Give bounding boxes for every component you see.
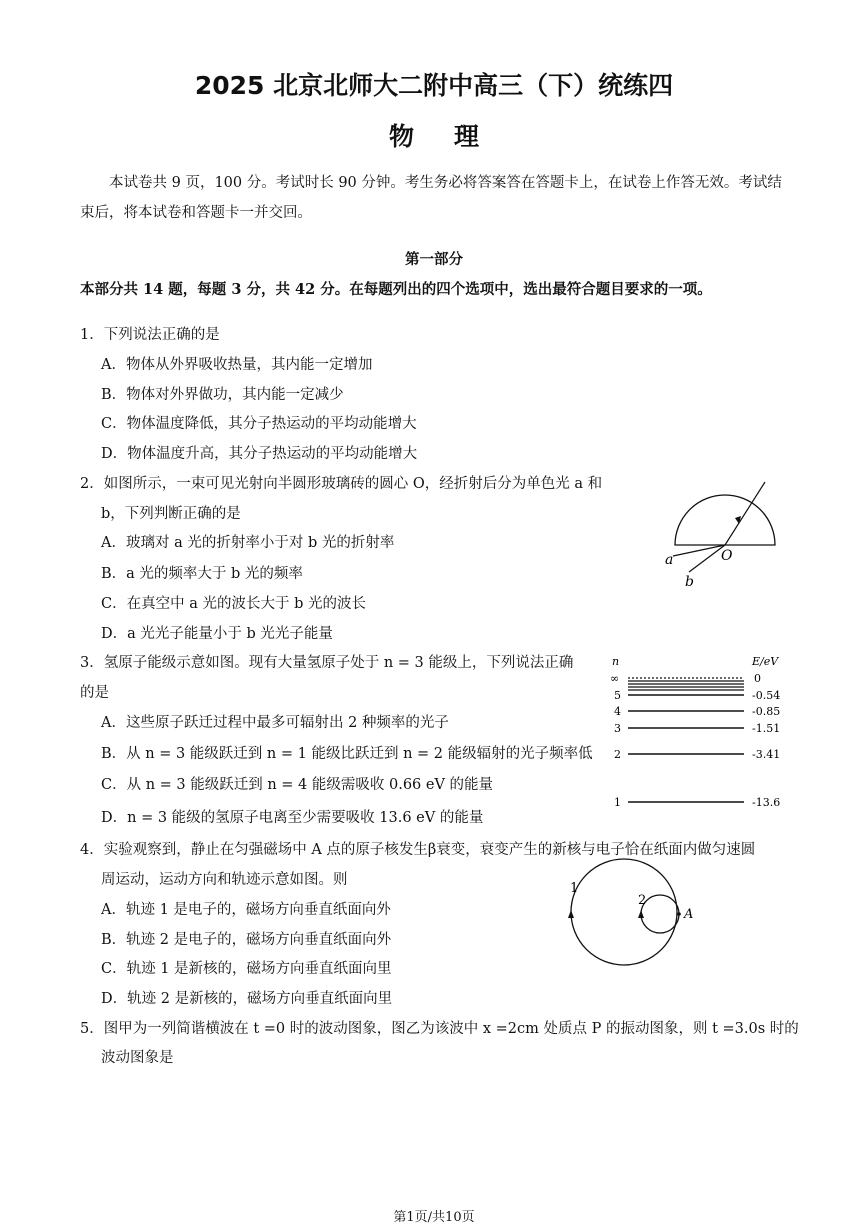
track-2 bbox=[641, 895, 679, 933]
question-4-stem-line1: 4．实验观察到，静止在匀强磁场中 A 点的原子核发生β衰变，衰变产生的新核与电子恰在纸面内做匀速圆 bbox=[80, 842, 756, 858]
track-1 bbox=[571, 859, 677, 965]
incident-arrow-icon bbox=[735, 516, 741, 524]
label-a: a bbox=[665, 552, 674, 568]
level-e-5: -0.54 bbox=[752, 689, 781, 702]
question-1-stem: 1．下列说法正确的是 bbox=[80, 327, 220, 343]
level-n-5: 5 bbox=[614, 689, 621, 702]
question-3-stem-line2: 的是 bbox=[80, 685, 109, 701]
level-e-3: -1.51 bbox=[752, 722, 781, 735]
level-n-3: 3 bbox=[614, 722, 621, 735]
label-2: 2 bbox=[638, 893, 647, 908]
label-a-point: A bbox=[684, 907, 694, 922]
label-1: 1 bbox=[570, 881, 579, 896]
glass-refraction-figure bbox=[655, 478, 795, 590]
exam-title: 2025 北京北师大二附中高三（下）统练四 bbox=[194, 71, 674, 100]
incident-ray bbox=[725, 482, 765, 545]
label-o: O bbox=[721, 548, 733, 564]
question-3-option-d: D．n = 3 能级的氢原子电离至少需要吸收 13.6 eV 的能量 bbox=[101, 810, 484, 826]
question-2-option-d: D．a 光光子能量小于 b 光光子能量 bbox=[101, 626, 333, 642]
question-2-stem-line1: 2．如图所示，一束可见光射向半圆形玻璃砖的圆心 O，经折射后分为单色光 a 和 bbox=[80, 476, 603, 492]
exam-intro: 本试卷共 9 页，100 分。考试时长 90 分钟。考生务必将答案答在答题卡上，在试卷上作答无效。考试结束后，将本试卷和答题卡一并交回。 bbox=[80, 175, 782, 221]
semicircle-glass bbox=[675, 495, 775, 545]
question-2-option-c: C．在真空中 a 光的波长大于 b 光的波长 bbox=[101, 596, 366, 612]
label-b: b bbox=[685, 574, 694, 590]
question-5-stem-line1: 5．图甲为一列简谐横波在 t =0 时的波动图象，图乙为该波中 x =2cm 处质点 P 的振动图象，则 t =3.0s 时的 bbox=[80, 1021, 799, 1037]
question-3-option-c: C．从 n = 3 能级跃迁到 n = 4 能级需吸收 0.66 eV 的能量 bbox=[101, 777, 494, 793]
level-e-inf: 0 bbox=[754, 672, 761, 685]
level-e-4: -0.85 bbox=[752, 705, 781, 718]
question-5-stem-line2: 波动图象是 bbox=[101, 1050, 174, 1066]
level-e-1: -13.6 bbox=[752, 796, 781, 809]
question-4-option-a: A．轨迹 1 是电子的，磁场方向垂直纸面向外 bbox=[101, 902, 391, 918]
level-n-1: 1 bbox=[614, 796, 621, 809]
question-1-option-a: A．物体从外界吸收热量，其内能一定增加 bbox=[101, 357, 373, 373]
question-3-stem-line1: 3．氢原子能级示意如图。现有大量氢原子处于 n = 3 能级上，下列说法正确 bbox=[80, 655, 574, 671]
level-n-2: 2 bbox=[614, 748, 621, 761]
level-e-2: -3.41 bbox=[752, 748, 781, 761]
question-4-stem-line2: 周运动，运动方向和轨迹示意如图。则 bbox=[101, 872, 348, 888]
subject-title: 物理 bbox=[388, 122, 519, 151]
question-2-option-b: B．a 光的频率大于 b 光的频率 bbox=[101, 566, 303, 582]
question-1-option-b: B．物体对外界做功，其内能一定减少 bbox=[101, 387, 344, 403]
section-title: 第一部分 bbox=[405, 251, 463, 268]
question-3-option-a: A．这些原子跃迁过程中最多可辐射出 2 种频率的光子 bbox=[101, 715, 449, 731]
page-footer: 第1页/共10页 bbox=[393, 1210, 475, 1225]
track-2-arrow-icon bbox=[638, 910, 644, 918]
n-header: n bbox=[612, 655, 620, 668]
level-n-4: 4 bbox=[614, 705, 621, 718]
level-n-inf: ∞ bbox=[610, 672, 620, 685]
question-4-option-d: D．轨迹 2 是新核的，磁场方向垂直纸面向里 bbox=[101, 991, 393, 1007]
decay-track-figure bbox=[562, 852, 712, 970]
energy-level-diagram bbox=[604, 650, 794, 815]
section-instruction: 本部分共 14 题，每题 3 分，共 42 分。在每题列出的四个选项中，选出最符合题目要求的一项。 bbox=[80, 281, 712, 298]
point-a bbox=[677, 912, 681, 916]
track-1-arrow-icon bbox=[568, 910, 574, 918]
question-4-option-c: C．轨迹 1 是新核的，磁场方向垂直纸面向里 bbox=[101, 961, 392, 977]
question-4-option-b: B．轨迹 2 是电子的，磁场方向垂直纸面向外 bbox=[101, 932, 392, 948]
e-header: E/eV bbox=[752, 655, 779, 668]
question-1-option-d: D．物体温度升高，其分子热运动的平均动能增大 bbox=[101, 446, 418, 462]
question-2-stem-line2: b，下列判断正确的是 bbox=[101, 506, 241, 522]
question-3-option-b: B．从 n = 3 能级跃迁到 n = 1 能级比跃迁到 n = 2 能级辐射的光子频率低 bbox=[101, 746, 593, 762]
question-1-option-c: C．物体温度降低，其分子热运动的平均动能增大 bbox=[101, 416, 417, 432]
question-2-option-a: A．玻璃对 a 光的折射率小于对 b 光的折射率 bbox=[101, 535, 395, 551]
